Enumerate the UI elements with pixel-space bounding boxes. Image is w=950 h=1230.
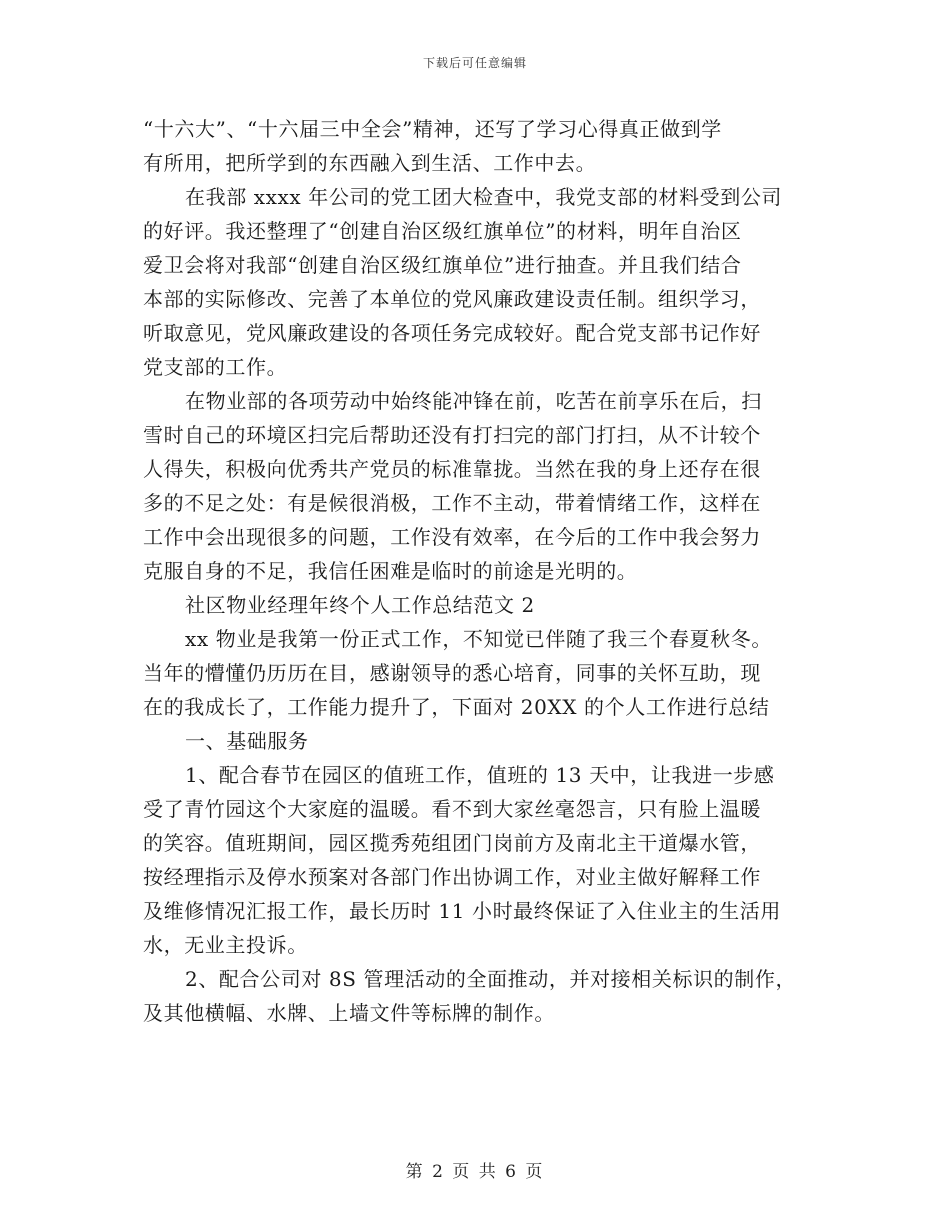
text-line: “十六大”、“十六届三中全会”精神，还写了学习心得真正做到学 — [143, 117, 722, 141]
document-body — [143, 112, 811, 1030]
text-line: 按经理指示及停水预案对各部门作出协调工作，对业主做好解释工作 — [143, 865, 761, 889]
text-line: 党支部的工作。 — [143, 355, 288, 379]
text-line: 一、基础服务 — [185, 729, 309, 753]
page-number-footer: 第 2 页 共 6 页 — [405, 1162, 545, 1182]
text-line: 在物业部的各项劳动中始终能冲锋在前，吃苦在前享乐在后，扫 — [185, 389, 762, 413]
text-line: 的好评。我还整理了“创建自治区级红旗单位”的材料，明年自治区 — [143, 219, 742, 243]
text-line: 多的不足之处：有是候很消极，工作不主动，带着情绪工作，这样在 — [143, 491, 761, 515]
text-line: 听取意见，党风廉政建设的各项任务完成较好。配合党支部书记作好 — [143, 321, 761, 345]
text-line: xx 物业是我第一份正式工作，不知觉已伴随了我三个春夏秋冬。 — [185, 627, 772, 651]
text-line: 及维修情况汇报工作，最长历时 11 小时最终保证了入住业主的生活用 — [143, 899, 781, 923]
text-line: 受了青竹园这个大家庭的温暖。看不到大家丝毫怨言，只有脸上温暖 — [143, 797, 761, 821]
text-line: 水，无业主投诉。 — [143, 933, 308, 957]
text-line: 1、配合春节在园区的值班工作，值班的 13 天中，让我进一步感 — [185, 763, 775, 787]
text-line: 在的我成长了，工作能力提升了，下面对 20XX 的个人工作进行总结 — [143, 695, 770, 719]
text-line: 克服自身的不足，我信任困难是临时的前途是光明的。 — [143, 559, 638, 583]
text-line: 工作中会出现很多的问题，工作没有效率，在今后的工作中我会努力 — [143, 525, 761, 549]
text-line: 社区物业经理年终个人工作总结范文 2 — [185, 593, 535, 617]
text-line: 本部的实际修改、完善了本单位的党风廉政建设责任制。组织学习， — [143, 287, 761, 311]
text-line: 人得失，积极向优秀共产党员的标准靠拢。当然在我的身上还存在很 — [143, 457, 761, 481]
text-line: 爱卫会将对我部“创建自治区级红旗单位”进行抽查。并且我们结合 — [143, 253, 742, 277]
text-line: 有所用，把所学到的东西融入到生活、工作中去。 — [143, 151, 597, 175]
text-line: 2、配合公司对 8S 管理活动的全面推动，并对接相关标识的制作， — [185, 967, 797, 991]
page-header: 下载后可任意编辑 — [422, 56, 527, 70]
text-line: 及其他横幅、水牌、上墙文件等标牌的制作。 — [143, 1001, 555, 1025]
text-line: 当年的懵懂仍历历在目，感谢领导的悉心培育，同事的关怀互助，现 — [143, 661, 761, 685]
text-line: 的笑容。值班期间，园区揽秀苑组团门岗前方及南北主干道爆水管， — [143, 831, 761, 855]
text-line: 雪时自己的环境区扫完后帮助还没有打扫完的部门打扫，从不计较个 — [143, 423, 761, 447]
text-line: 在我部 xxxx 年公司的党工团大检查中，我党支部的材料受到公司 — [185, 185, 783, 209]
